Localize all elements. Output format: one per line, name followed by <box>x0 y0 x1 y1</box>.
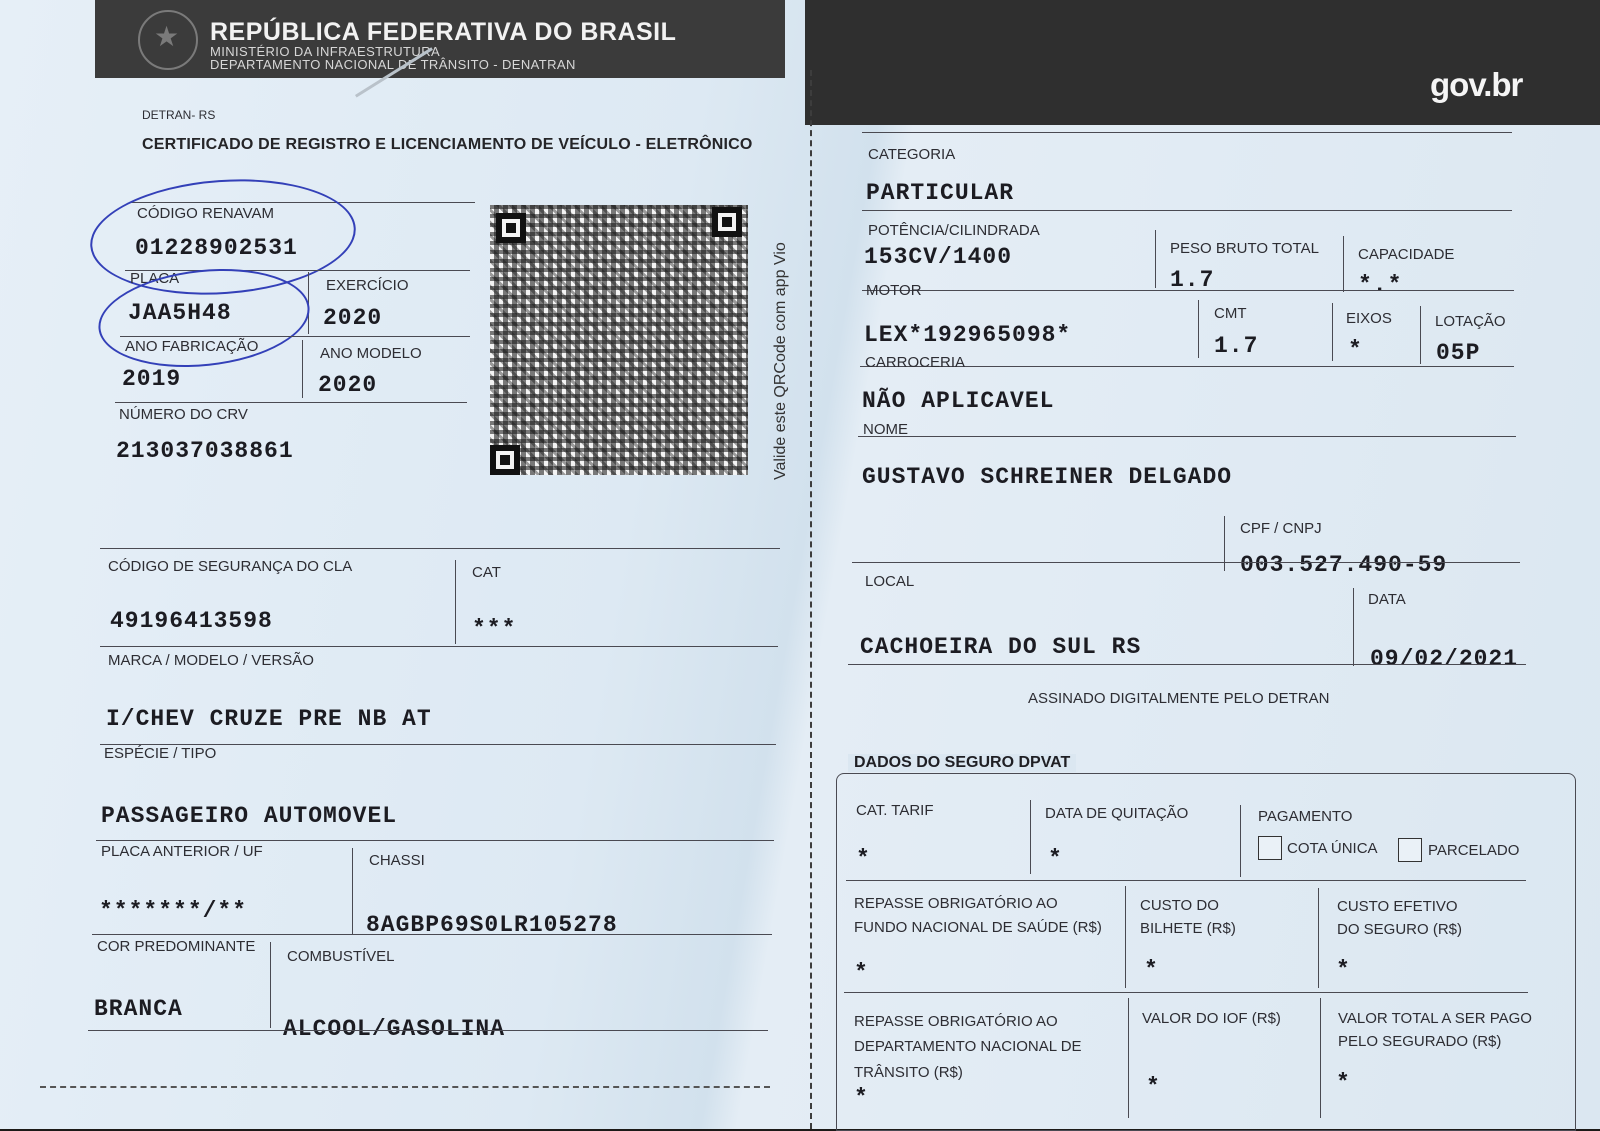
rule <box>1155 230 1156 288</box>
rule <box>120 336 470 337</box>
seguranca-cla-label: CÓDIGO DE SEGURANÇA DO CLA <box>108 558 353 575</box>
republic-title: REPÚBLICA FEDERATIVA DO BRASIL <box>210 18 677 46</box>
rule <box>115 402 467 403</box>
nome-label: NOME <box>863 421 908 438</box>
cat-tarif-label: CAT. TARIF <box>856 802 934 819</box>
rule <box>844 992 1528 993</box>
govbr-logo: gov.br <box>1430 66 1523 103</box>
combustivel-value: ALCOOL/GASOLINA <box>283 1016 506 1042</box>
ano-modelo-value: 2020 <box>318 372 378 398</box>
custo-efetivo-value: * <box>1336 957 1351 983</box>
cmt-label: CMT <box>1214 305 1247 322</box>
exercicio-value: 2020 <box>323 305 383 331</box>
qr-code[interactable] <box>490 205 748 475</box>
rule <box>96 840 774 841</box>
custo-bilhete-label-1: CUSTO DO <box>1140 897 1219 914</box>
rule <box>302 340 303 398</box>
chassi-label: CHASSI <box>369 852 425 869</box>
rule <box>92 934 772 935</box>
carroceria-label: CARROCERIA <box>865 354 966 371</box>
department-name: DEPARTAMENTO NACIONAL DE TRÂNSITO - DENATRAN <box>210 57 576 72</box>
categoria-value: PARTICULAR <box>866 180 1015 206</box>
rule <box>846 880 1526 881</box>
ano-modelo-label: ANO MODELO <box>320 345 422 362</box>
custo-bilhete-value: * <box>1144 957 1159 983</box>
data-quitacao-label: DATA DE QUITAÇÃO <box>1045 805 1189 822</box>
header-bar-right <box>805 0 1600 125</box>
placa-label: PLACA <box>130 270 180 287</box>
fold-line-horizontal <box>40 1086 770 1088</box>
repasse-fns-label-1: REPASSE OBRIGATÓRIO AO <box>854 895 1058 912</box>
repasse-fns-label-2: FUNDO NACIONAL DE SAÚDE (R$) <box>854 919 1102 936</box>
data-quitacao-value: * <box>1048 846 1063 872</box>
motor-value: LEX*192965098* <box>864 322 1072 348</box>
carroceria-value: NÃO APLICAVEL <box>862 388 1055 414</box>
rule <box>352 848 353 934</box>
repasse-denatran-label-1: REPASSE OBRIGATÓRIO AO <box>854 1013 1058 1030</box>
coat-of-arms-icon <box>138 10 198 70</box>
valor-total-label-1: VALOR TOTAL A SER PAGO <box>1338 1010 1532 1027</box>
rule <box>1198 300 1199 358</box>
capacidade-value: *.* <box>1358 272 1403 298</box>
especie-value: PASSAGEIRO AUTOMOVEL <box>101 803 398 829</box>
qr-caption: Valide este QRCode com app Vio <box>772 242 789 480</box>
parcelado-checkbox[interactable] <box>1398 838 1422 862</box>
potencia-value: 153CV/1400 <box>864 244 1013 270</box>
valor-total-label-2: PELO SEGURADO (R$) <box>1338 1033 1502 1050</box>
cat-tarif-value: * <box>856 846 871 872</box>
lotacao-label: LOTAÇÃO <box>1435 313 1506 330</box>
peso-value: 1.7 <box>1170 267 1215 293</box>
iof-label: VALOR DO IOF (R$) <box>1142 1010 1281 1027</box>
placa-value: JAA5H48 <box>128 300 232 326</box>
cor-value: BRANCA <box>94 996 183 1022</box>
seguranca-cla-value: 49196413598 <box>110 608 273 634</box>
issuer-label: DETRAN- RS <box>142 108 216 122</box>
especie-label: ESPÉCIE / TIPO <box>104 745 217 762</box>
qr-finder-icon <box>496 213 526 243</box>
cmt-value: 1.7 <box>1214 333 1259 359</box>
marca-value: I/CHEV CRUZE PRE NB AT <box>106 706 432 732</box>
cpf-label: CPF / CNPJ <box>1240 520 1322 537</box>
rule <box>1240 805 1241 877</box>
rule <box>862 132 1512 133</box>
potencia-label: POTÊNCIA/CILINDRADA <box>868 222 1040 239</box>
cat-label: CAT <box>472 564 501 581</box>
nome-value: GUSTAVO SCHREINER DELGADO <box>862 464 1233 490</box>
cat-value: *** <box>472 616 517 642</box>
rule <box>88 1030 768 1031</box>
placa-anterior-label: PLACA ANTERIOR / UF <box>101 843 263 860</box>
qr-finder-icon <box>712 207 742 237</box>
repasse-fns-value: * <box>854 960 869 986</box>
eixos-label: EIXOS <box>1346 310 1392 327</box>
iof-value: * <box>1146 1074 1161 1100</box>
pagamento-label: PAGAMENTO <box>1258 808 1353 825</box>
repasse-denatran-label-2: DEPARTAMENTO NACIONAL DE <box>854 1038 1082 1055</box>
repasse-denatran-label-3: TRÂNSITO (R$) <box>854 1064 963 1081</box>
valor-total-value: * <box>1336 1070 1351 1096</box>
rule <box>1030 800 1031 874</box>
renavam-label: CÓDIGO RENAVAM <box>137 205 274 222</box>
combustivel-label: COMBUSTÍVEL <box>287 948 395 965</box>
rule <box>1125 886 1126 988</box>
exercicio-label: EXERCÍCIO <box>326 277 409 294</box>
repasse-denatran-value: * <box>854 1085 869 1111</box>
chassi-value: 8AGBP69S0LR105278 <box>366 912 618 938</box>
crv-label: NÚMERO DO CRV <box>119 406 248 423</box>
rule <box>858 436 1516 437</box>
ministry-name: MINISTÉRIO DA INFRAESTRUTURA <box>210 44 441 59</box>
capacidade-label: CAPACIDADE <box>1358 246 1455 263</box>
rule <box>1332 303 1333 361</box>
motor-label: MOTOR <box>866 282 922 299</box>
cor-label: COR PREDOMINANTE <box>97 938 256 955</box>
ano-fabricacao-label: ANO FABRICAÇÃO <box>125 338 259 355</box>
data-value: 09/02/2021 <box>1370 646 1519 672</box>
rule <box>1320 998 1321 1118</box>
rule <box>270 942 271 1028</box>
rule <box>862 210 1512 211</box>
custo-efetivo-label-1: CUSTO EFETIVO <box>1337 898 1458 915</box>
signature-note: ASSINADO DIGITALMENTE PELO DETRAN <box>1028 690 1330 707</box>
cpf-value: 003.527.490-59 <box>1240 552 1448 578</box>
rule <box>852 562 1520 563</box>
rule <box>100 646 778 647</box>
rule <box>455 560 456 644</box>
data-label: DATA <box>1368 591 1406 608</box>
rule <box>1318 888 1319 988</box>
ano-fabricacao-value: 2019 <box>122 366 182 392</box>
categoria-label: CATEGORIA <box>868 146 956 163</box>
rule <box>848 664 1526 665</box>
cota-unica-checkbox[interactable] <box>1258 836 1282 860</box>
dpvat-title: DADOS DO SEGURO DPVAT <box>848 754 1076 772</box>
rule <box>1353 588 1354 666</box>
eixos-value: * <box>1348 337 1363 363</box>
parcelado-label: PARCELADO <box>1428 842 1520 859</box>
qr-finder-icon <box>490 445 520 475</box>
custo-efetivo-label-2: DO SEGURO (R$) <box>1337 921 1463 938</box>
rule <box>1420 306 1421 364</box>
renavam-value: 01228902531 <box>135 235 298 261</box>
rule <box>1343 236 1344 292</box>
rule <box>1128 998 1129 1118</box>
peso-label: PESO BRUTO TOTAL <box>1170 240 1319 257</box>
custo-bilhete-label-2: BILHETE (R$) <box>1140 920 1236 937</box>
crv-value: 213037038861 <box>116 438 294 464</box>
lotacao-value: 05P <box>1436 340 1481 366</box>
marca-label: MARCA / MODELO / VERSÃO <box>108 652 314 669</box>
local-value: CACHOEIRA DO SUL RS <box>860 634 1142 660</box>
document-title: CERTIFICADO DE REGISTRO E LICENCIAMENTO DE VEÍCULO - ELETRÔNICO <box>142 136 753 153</box>
rule <box>862 290 1514 291</box>
fold-line-vertical <box>810 70 812 1129</box>
placa-anterior-value: *******/** <box>99 898 248 924</box>
rule <box>100 548 780 549</box>
cota-unica-label: COTA ÚNICA <box>1287 840 1378 857</box>
local-label: LOCAL <box>865 573 915 590</box>
